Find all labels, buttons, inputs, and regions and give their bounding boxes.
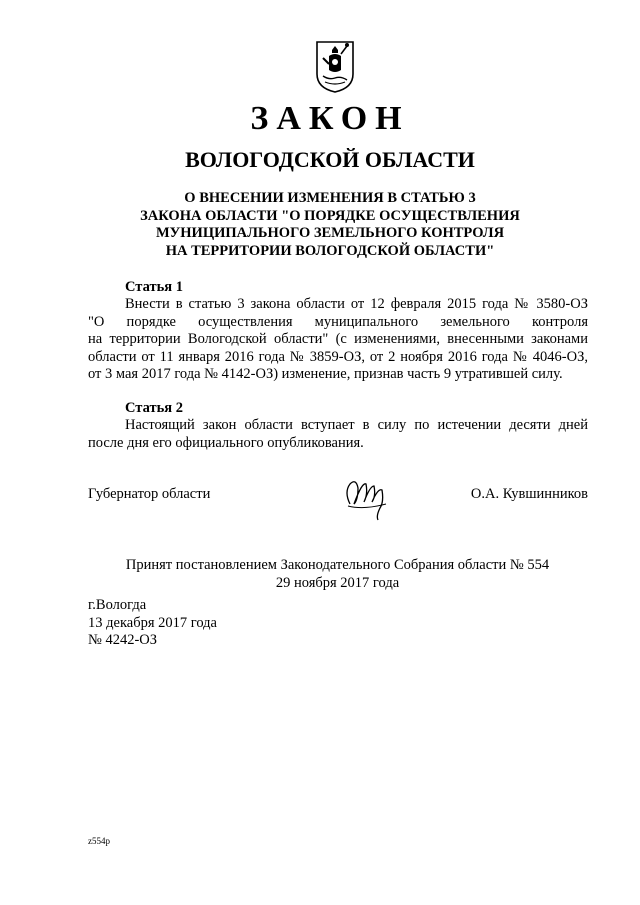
law-title-line: ЗАКОНА ОБЛАСТИ "О ПОРЯДКЕ ОСУЩЕСТВЛЕНИЯ [140, 207, 520, 224]
document-subtitle: ВОЛОГОДСКОЙ ОБЛАСТИ [185, 147, 475, 172]
law-title [0, 190, 640, 260]
article-2-body [88, 417, 588, 452]
law-title-line: НА ТЕРРИТОРИИ ВОЛОГОДСКОЙ ОБЛАСТИ" [165, 242, 495, 259]
signature-icon [340, 474, 400, 522]
document-title: ЗАКОН [250, 100, 410, 137]
law-title-line: МУНИЦИПАЛЬНОГО ЗЕМЕЛЬНОГО КОНТРОЛЯ [155, 225, 505, 241]
law-title-line: О ВНЕСЕНИИ ИЗМЕНЕНИЯ В СТАТЬЮ 3 [184, 190, 476, 206]
adoption-line: Принят постановлением Законодательного Собрания области № 554 [125, 557, 550, 573]
article-1-line: "О порядке осуществления муниципального земельного контроля [88, 313, 588, 330]
article-2-line: после дня его официального опубликования. [88, 434, 364, 451]
article-2-heading: Статья 2 [125, 400, 183, 416]
article-1-line: на территории Вологодской области" (с изменениями, внесенными законами [88, 331, 588, 347]
governor-name: О.А. Кувшинников [470, 486, 588, 502]
place-date-block [88, 597, 217, 650]
article-1-line: Внести в статью 3 закона области от 12 февраля 2015 года № 3580-ОЗ [125, 296, 588, 312]
article-1-line: от 3 мая 2017 года № 4142-ОЗ) изменение, признав часть 9 утратившей силу. [88, 366, 563, 382]
city: г.Вологда [88, 597, 147, 613]
article-2-line: Настоящий закон области вступает в силу по истечении десяти дней [125, 417, 588, 433]
coat-of-arms-icon [315, 40, 355, 94]
article-1-body [88, 296, 588, 384]
adoption-info [0, 556, 640, 592]
footer-code: z554p [88, 836, 110, 846]
law-number: № 4242-ОЗ [88, 632, 158, 648]
article-1-line: области от 11 января 2016 года № 3859-ОЗ, от 2 ноября 2016 года № 4046-ОЗ, [88, 348, 588, 365]
signing-date: 13 декабря 2017 года [88, 614, 217, 631]
governor-title: Губернатор области [88, 486, 211, 502]
adoption-date: 29 ноября 2017 года [275, 575, 400, 591]
article-1-heading: Статья 1 [125, 279, 183, 295]
